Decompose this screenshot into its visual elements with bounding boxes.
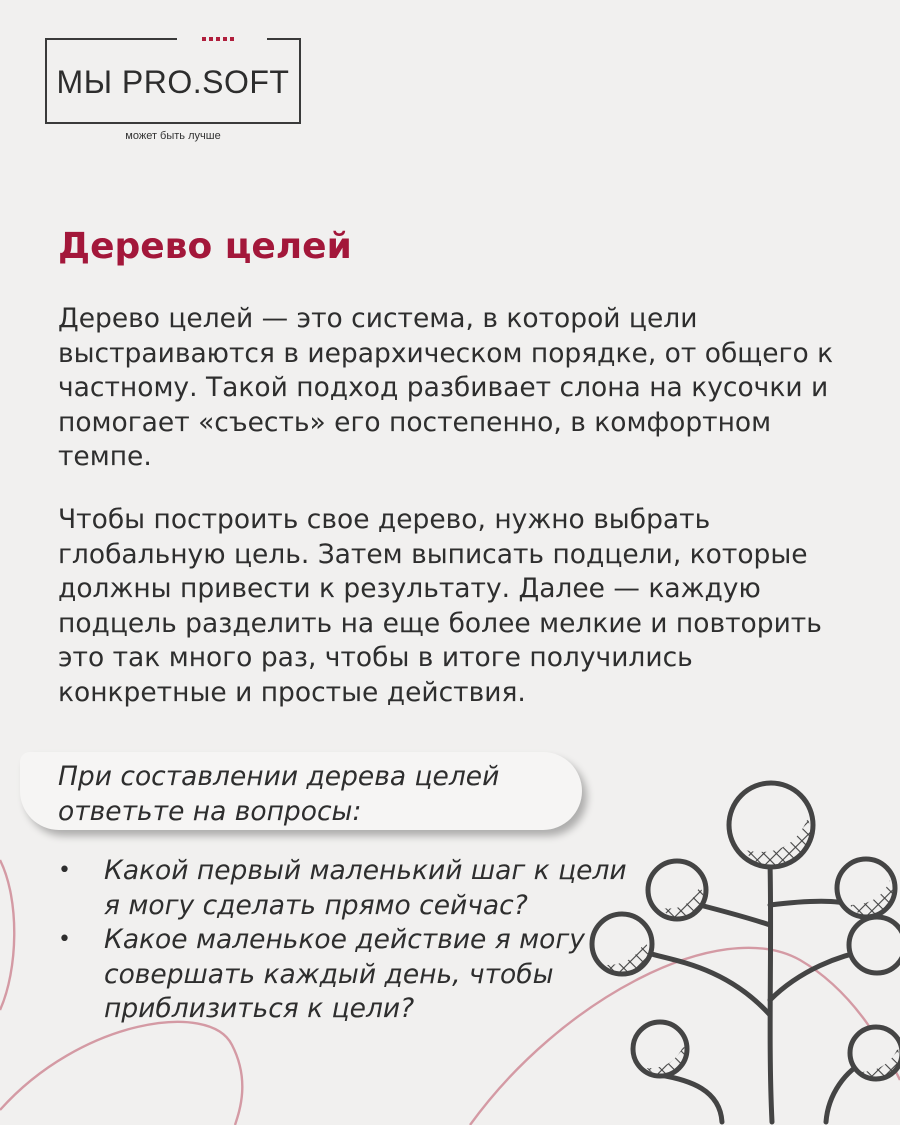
logo bbox=[45, 38, 301, 124]
logo-accent-dots bbox=[202, 37, 236, 41]
page-title: Дерево целей bbox=[58, 226, 352, 267]
steps-paragraph: Чтобы построить свое дерево, нужно выбрать глобальную цель. Затем выписать подцели, которые должны привести к результату. Далее — каждую подцель разделить на еще более мелкие и повторить это так много раз, чтобы в итоге получились конкретные и простые действия. bbox=[58, 504, 822, 708]
question-text: Какое маленькое действие я могу совершать каждый день, чтобы приблизиться к цели? bbox=[104, 924, 585, 1024]
question-text: Какой первый маленький шаг к цели я могу сделать прямо сейчас? bbox=[104, 855, 627, 921]
list-item bbox=[58, 854, 628, 923]
bullet-icon: • bbox=[58, 858, 71, 883]
logo-tagline: может быть лучше bbox=[125, 130, 221, 142]
callout-text: При составлении дерева целей ответьте на вопросы: bbox=[58, 761, 500, 827]
questions-callout bbox=[20, 752, 582, 830]
logo-name: МЫ PRO.SOFT bbox=[56, 64, 290, 100]
intro-paragraph: Дерево целей — это система, в которой цели выстраиваются в иерархическом порядке, от общего к частному. Такой подход разбивает слона на кусочки и помогает «съесть» его постепенно, в комфортном темпе. bbox=[58, 303, 834, 472]
bullet-icon: • bbox=[58, 927, 71, 952]
list-item bbox=[58, 923, 628, 1027]
questions-list bbox=[58, 854, 628, 1027]
